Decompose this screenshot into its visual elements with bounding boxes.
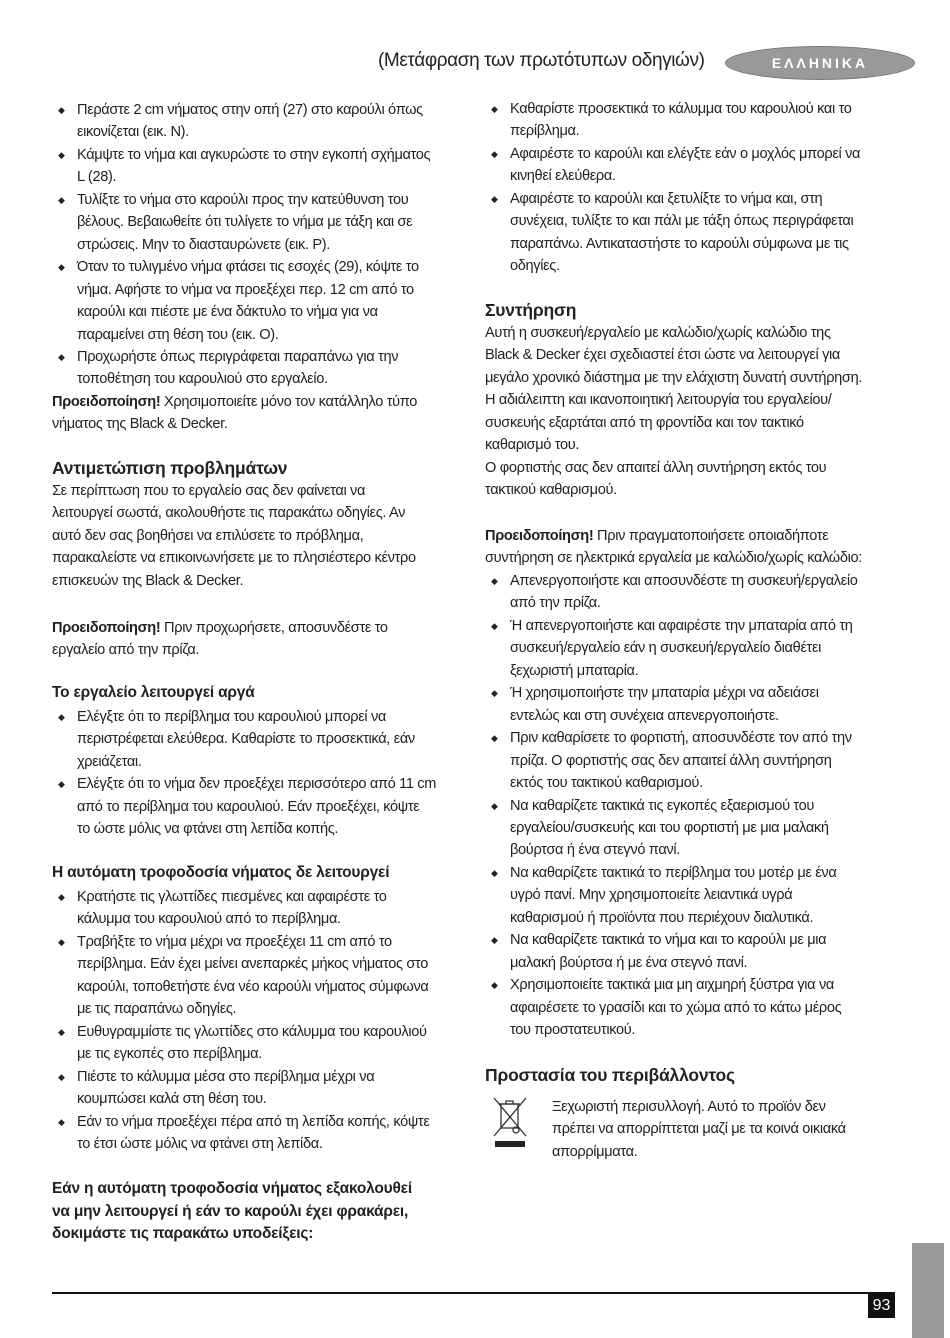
jammed-spool-heading: Εάν η αυτόματη τροφοδοσία νήματος εξακολουθεί να μην λειτουργεί ή εάν το καρούλι έχει φρακάρει, δοκιμάστε τις παρακάτω υποδείξεις:	[52, 1180, 412, 1242]
list-item	[52, 1021, 472, 1066]
bullet-text: Ή χρησιμοποιήστε την μπαταρία μέχρι να αδειάσει εντελώς και στη συνέχεια απενεργοποιήστε.	[510, 685, 819, 724]
list-item	[52, 1066, 472, 1111]
bullet-text: Ή απενεργοποιήστε και αφαιρέστε την μπαταρία από τη συσκευή/εργαλείο εάν η συσκευή/εργαλείο διαθέτει ξεχωριστή μπαταρία.	[510, 617, 853, 679]
bullet-text: Αφαιρέστε το καρούλι και ξετυλίξτε το νήμα και, στη συνέχεια, τυλίξτε το και πάλι με τάξη όπως περιγράφεται παραπάνω. Αντικαταστήστε το καρούλι σύμφωνα με τις οδηγίες.	[510, 190, 854, 275]
list-item	[52, 1111, 472, 1156]
list-item	[52, 773, 472, 840]
bullet-icon: ◆	[58, 194, 65, 205]
bullet-icon: ◆	[58, 105, 65, 115]
bullet-icon: ◆	[491, 104, 498, 114]
bullet-icon: ◆	[491, 148, 498, 159]
bullet-text: Ελέγξτε ότι το περίβλημα του καρουλιού μπορεί να περιστρέφεται ελεύθερα. Καθαρίστε το προσεκτικά, εάν χρειάζεται.	[77, 709, 415, 770]
warning-note	[52, 617, 472, 662]
bullet-icon: ◆	[491, 193, 498, 204]
list-item	[52, 346, 472, 391]
warning-note	[485, 525, 925, 570]
line-feed-list	[52, 886, 472, 1155]
warning-label: Προειδοποίηση!	[485, 528, 594, 544]
maintenance-heading: Συντήρηση	[485, 300, 577, 320]
warning-text: Πριν προχωρήσετε, αποσυνδέστε το εργαλείο από την πρίζα.	[52, 620, 388, 659]
list-item	[52, 931, 472, 1021]
bullet-text: Τραβήξτε το νήμα μέχρι να προεξέχει 11 cm από το περίβλημα. Εάν έχει μείνει ανεπαρκές μήκος νήματος στο καρούλι, τοποθετήστε ένα νέο καρούλι νήματος σύμφωνα με τις παραπάνω οδηγίες.	[77, 933, 429, 1018]
maintenance-text: Αυτή η συσκευή/εργαλείο με καλώδιο/χωρίς καλώδιο της Black & Decker έχει σχεδιαστεί έτσι ώστε να λειτουργεί για μεγάλο χρονικό διάστημα με την ελάχιστη δυνατή συντήρηση. Η αδιάλειπτη και ικανοποιητική λειτουργία του εργαλείου/ συσκευής εξαρτάται από τη φροντίδα και τον τακτικό καθαρισμό του. Ο φορτιστής σας δεν απαιτεί άλλη συντήρηση εκτός του τακτικού καθαρισμού.	[485, 325, 863, 499]
bullet-text: Κρατήστε τις γλωττίδες πιεσμένες και αφαιρέστε το κάλυμμα του καρουλιού από το περίβλημα.	[77, 889, 387, 928]
warning-text: Πριν πραγματοποιήσετε οποιαδήποτε συντήρηση σε ηλεκτρικά εργαλεία με καλώδιο/χωρίς καλώδιο:	[485, 528, 862, 567]
list-item	[485, 570, 905, 615]
bullet-icon: ◆	[491, 935, 498, 946]
maintenance-list	[485, 570, 905, 1042]
bullet-text: Να καθαρίζετε τακτικά το περίβλημα του μοτέρ με ένα υγρό πανί. Μην χρησιμοποιείτε λειαντικά υγρά καθαρισμού ή προϊόντα που περιέχουν διαλυτικά.	[510, 864, 837, 926]
crossed-out-wheelie-bin-icon	[492, 1096, 528, 1148]
warning-label: Προειδοποίηση!	[52, 393, 161, 410]
bullet-text: Τυλίξτε το νήμα στο καρούλι προς την κατεύθυνση του βέλους. Βεβαιωθείτε ότι τυλίγετε το νήμα με τάξη και σε στρώσεις. Μην το διασταυρώνετε (εικ. P).	[77, 191, 413, 253]
bullet-icon: ◆	[491, 980, 498, 991]
bullet-text: Κάμψτε το νήμα και αγκυρώστε το στην εγκοπή σχήματος L (28).	[77, 146, 431, 186]
bullet-icon: ◆	[58, 351, 65, 362]
warning-note	[52, 391, 472, 436]
bullet-icon: ◆	[491, 620, 498, 631]
list-item	[485, 862, 905, 929]
bullet-text: Περάστε 2 cm νήματος στην οπή (27) στο καρούλι όπως εικονίζεται (εικ. N).	[77, 102, 423, 141]
warning-text: Χρησιμοποιείτε μόνο τον κατάλληλο τύπο νήματος της Black & Decker.	[52, 393, 418, 433]
bullet-icon: ◆	[58, 936, 65, 947]
list-item	[52, 256, 472, 346]
bullet-text: Καθαρίστε προσεκτικά το κάλυμμα του καρουλιού και το περίβλημα.	[510, 101, 852, 140]
spool-winding-list	[52, 99, 472, 436]
footer-rule	[52, 1292, 895, 1294]
troubleshooting-heading: Αντιμετώπιση προβλημάτων	[52, 458, 288, 478]
bullet-icon: ◆	[58, 262, 65, 273]
bullet-icon: ◆	[58, 892, 65, 902]
bullet-icon: ◆	[58, 712, 65, 722]
bullet-icon: ◆	[491, 688, 498, 699]
slow-tool-list	[52, 706, 472, 841]
bullet-icon: ◆	[58, 149, 65, 160]
bullet-icon: ◆	[491, 576, 498, 586]
list-item	[485, 929, 905, 974]
bullet-text: Απενεργοποιήστε και αποσυνδέστε τη συσκευή/εργαλείο από την πρίζα.	[510, 573, 858, 612]
header-title: (Μετάφραση των πρωτότυπων οδηγιών)	[378, 50, 705, 71]
list-item	[485, 615, 905, 682]
spool-tips-list	[485, 98, 905, 278]
list-item	[485, 188, 905, 278]
list-item	[52, 99, 472, 144]
slow-tool-heading: Το εργαλείο λειτουργεί αργά	[52, 684, 255, 701]
line-feed-heading: Η αυτόματη τροφοδοσία νήματος δε λειτουργεί	[52, 864, 390, 881]
list-item	[485, 727, 905, 794]
bullet-text: Να καθαρίζετε τακτικά τις εγκοπές εξαερισμού του εργαλείου/συσκευής και του φορτιστή με μια μαλακή βούρτσα ή ένα στεγνό πανί.	[510, 797, 829, 859]
bullet-icon: ◆	[491, 800, 498, 811]
bullet-icon: ◆	[58, 1026, 65, 1037]
warning-label: Προειδοποίηση!	[52, 620, 161, 636]
page-number: 93	[868, 1294, 895, 1318]
list-item	[52, 144, 472, 189]
section-tab-marker	[912, 1243, 944, 1338]
list-item	[52, 886, 472, 931]
bullet-text: Όταν το τυλιγμένο νήμα φτάσει τις εσοχές (29), κόψτε το νήμα. Αφήστε το νήμα να προεξέχει περ. 12 cm από το καρούλι και πιέστε με ένα δάκτυλο το νήμα για να παραμείνει στη θέση του (εικ. O).	[77, 259, 419, 343]
list-item	[485, 974, 905, 1041]
bullet-text: Ελέγξτε ότι το νήμα δεν προεξέχει περισσότερο από 11 cm από το περίβλημα του καρουλιού. Εάν προεξέχει, κόψτε το ώστε μόλις να φτάνει στη λεπίδα κοπής.	[77, 776, 437, 838]
bullet-icon: ◆	[491, 733, 498, 744]
list-item	[485, 98, 905, 143]
troubleshooting-text: Σε περίπτωση που το εργαλείο σας δεν φαίνεται να λειτουργεί σωστά, ακολουθήστε τις παρακάτω οδηγίες. Αν αυτό δεν σας βοηθήσει να επιλύσετε το πρόβλημα, παρακαλείστε να επικοινωνήσετε με το πλησιέστερο κέντρο επισκευών της Black & Decker.	[52, 483, 416, 589]
environment-text: Ξεχωριστή περισυλλογή. Αυτό το προϊόν δεν πρέπει να απορρίπτεται μαζί με τα κοινά οικιακά απορρίμματα.	[552, 1099, 846, 1160]
bullet-text: Πριν καθαρίσετε το φορτιστή, αποσυνδέστε τον από την πρίζα. Ο φορτιστής σας δεν απαιτεί άλλη συντήρηση εκτός του τακτικού καθαρισμού.	[510, 730, 852, 792]
bullet-icon: ◆	[58, 1071, 65, 1082]
bullet-icon: ◆	[58, 779, 65, 790]
list-item	[52, 189, 472, 256]
language-badge: ΕΛΛΗΝΙΚΑ	[725, 46, 915, 80]
bullet-text: Προχωρήστε όπως περιγράφεται παραπάνω για την τοποθέτηση του καρουλιού στο εργαλείο.	[77, 348, 399, 388]
bullet-text: Αφαιρέστε το καρούλι και ελέγξτε εάν ο μοχλός μπορεί να κινηθεί ελεύθερα.	[510, 145, 861, 185]
bullet-text: Εάν το νήμα προεξέχει πέρα από τη λεπίδα κοπής, κόψτε το έτσι ώστε μόλις να φτάνει στη λεπίδα.	[77, 1113, 430, 1152]
bullet-text: Χρησιμοποιείτε τακτικά μια μη αιχμηρή ξύστρα για να αφαιρέσετε το γρασίδι και το χώμα από το κάτω μέρος του προστατευτικού.	[510, 977, 842, 1039]
list-item	[485, 682, 905, 727]
bullet-text: Ευθυγραμμίστε τις γλωττίδες στο κάλυμμα του καρουλιού με τις εγκοπές στο περίβλημα.	[77, 1023, 427, 1063]
list-item	[485, 795, 905, 862]
bullet-icon: ◆	[491, 867, 498, 878]
environment-heading: Προστασία του περιβάλλοντος	[485, 1065, 735, 1085]
list-item	[52, 706, 472, 773]
bullet-text: Να καθαρίζετε τακτικά το νήμα και το καρούλι με μια μαλακή βούρτσα ή με ένα στεγνό πανί.	[510, 932, 827, 971]
list-item	[485, 143, 905, 188]
bullet-icon: ◆	[58, 1116, 65, 1127]
bullet-text: Πιέστε το κάλυμμα μέσα στο περίβλημα μέχρι να κουμπώσει καλά στη θέση του.	[77, 1068, 375, 1108]
